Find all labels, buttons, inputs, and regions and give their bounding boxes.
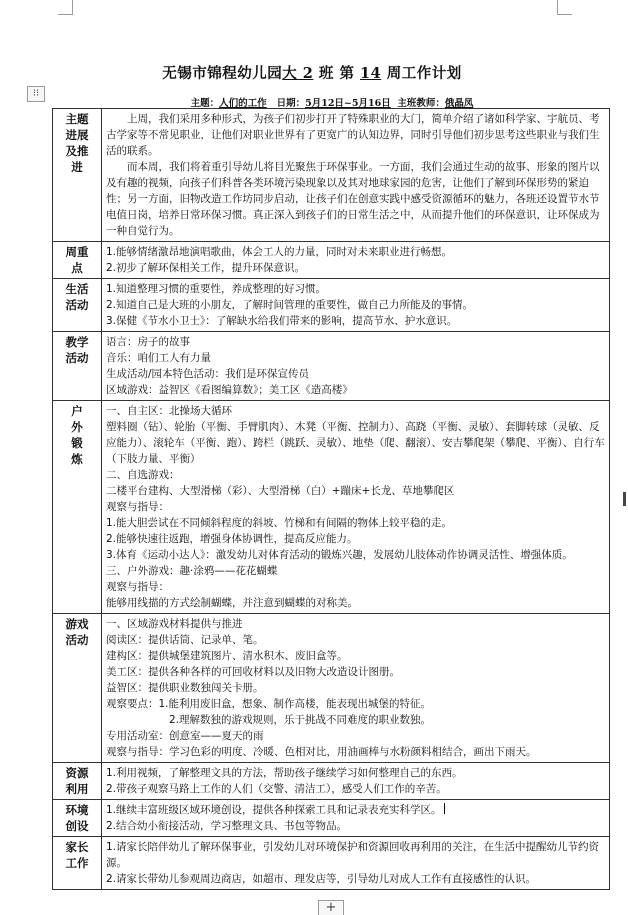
games-content[interactable] <box>102 614 610 763</box>
text-line: 3.保健《节水小卫士》：了解缺水给我们带来的影响，提高节水、护水意识。 <box>106 315 458 327</box>
class-suffix: 班 第 <box>318 65 355 82</box>
text-line: 观察与指导： <box>106 581 169 593</box>
class-name: 大 2 <box>282 65 314 82</box>
text-line: 2.知道自己是大班的小朋友，了解时间管理的重要性，做自己力所能及的事情。 <box>106 299 474 311</box>
teacher-value: 俄晶凤 <box>444 98 474 109</box>
text-line: 观察要点：1.能利用废旧盒，想象、制作高楼，能表现出城堡的特征。 <box>106 698 432 710</box>
text-line: 生成活动/园本特色活动：我们是环保宣传员 <box>106 368 310 380</box>
outdoor-content[interactable] <box>102 401 610 614</box>
teacher-label: 主班教师： <box>397 98 445 109</box>
text-line: 2.结合幼小衔接活动，学习整理文具、书包等物品。 <box>106 820 348 832</box>
theme-label: 主题： <box>190 98 220 109</box>
weekly-plan-table <box>52 108 610 890</box>
row-label-environment: 环境 创设 <box>53 800 102 837</box>
text-line: 1.知道整理习惯的重要性，养成整理的好习惯。 <box>106 283 327 295</box>
parents-content[interactable] <box>102 837 610 890</box>
text-line: 2.初步了解环保相关工作，提升环保意识。 <box>106 262 306 274</box>
theme-progress-content[interactable] <box>102 109 610 242</box>
table-row <box>53 763 610 800</box>
text-line: 音乐：咱们工人有力量 <box>106 352 211 364</box>
text-line: 3.体育《运动小达人》：激发幼儿对体育活动的锻炼兴趣，发展幼儿肢体动作协调灵活性、增强体质。 <box>106 549 573 561</box>
text-line: 1.利用视频，了解整理文具的方法，帮助孩子继续学习如何整理自己的东西。 <box>106 767 463 779</box>
row-label-outdoor: 户 外 锻 炼 <box>53 401 102 614</box>
text-line: 专用活动室：创意室——夏天的雨 <box>106 730 264 742</box>
page-corner-mark-left <box>58 0 73 15</box>
text-line: 塑料圈（钻）、轮胎（平衡、手臂肌肉）、木凳（平衡、控制力）、高跷（平衡、灵敏）、套脚转球（灵敏、反应能力）、滚轮车（平衡、跑）、跨栏（跳跃、灵敏）、地垫（爬、翻滚）、安吉攀爬架（攀爬、平衡）、自行车（下肢力量、平衡） <box>106 421 605 465</box>
scroll-marker <box>623 492 626 506</box>
text-line: 二、自选游戏： <box>106 469 180 481</box>
week-suffix: 周工作计划 <box>386 65 462 82</box>
table-row <box>53 800 610 837</box>
table-move-handle-icon[interactable]: ⁝⁝ <box>27 86 45 102</box>
text-line: 观察与指导：学习色彩的明度、冷暖、色相对比，用油画棒与水粉颜料相结合，画出下雨天。 <box>106 746 537 758</box>
table-row <box>53 332 610 401</box>
text-line: 一、自主区：北操场大循环 <box>106 405 232 417</box>
row-label-teaching: 教学 活动 <box>53 332 102 401</box>
weekly-focus-content[interactable] <box>102 242 610 279</box>
date-label: 日期： <box>276 98 306 109</box>
row-label-theme-progress: 主题 进展 及推 进 <box>53 109 102 242</box>
text-line: 建构区：提供城堡建筑图片、清水积木、废旧盒等。 <box>106 650 348 662</box>
text-line-indented: 2.理解数独的游戏规则，乐于挑战不同难度的职业数独。 <box>169 714 432 726</box>
table-row <box>53 279 610 332</box>
text-line: 二楼平台建构、大型滑梯（彩）、大型滑梯（白）+蹦床+长龙、草地攀爬区 <box>106 485 455 497</box>
text-line: 能够用线描的方式绘制蝴蝶，并注意到蝴蝶的对称美。 <box>106 597 358 609</box>
text-line: 三、户外游戏：趣·涂鸦——花花蝴蝶 <box>106 565 278 577</box>
table-row <box>53 109 610 242</box>
text-line: 上周，我们采用多种形式，为孩子们初步打开了特殊职业的大门，简单介绍了诸如科学家、宇航员、考古学家等不常见职业，让他们对职业世界有了更宽广的认知边界，同时引导他们初步思考这些职业与我们生活的联系。 <box>106 113 600 157</box>
table-row <box>53 837 610 890</box>
row-label-daily-life: 生活 活动 <box>53 279 102 332</box>
add-row-icon[interactable]: + <box>318 900 344 915</box>
row-label-parents: 家长 工作 <box>53 837 102 890</box>
daily-life-content[interactable] <box>102 279 610 332</box>
resources-content[interactable] <box>102 763 610 800</box>
text-line: 观察与指导： <box>106 501 169 513</box>
text-line: 1.继续丰富班级区域环境创设，提供各种探索工具和记录表充实科学区。 <box>106 802 605 818</box>
text-line: 2.请家长带幼儿参观周边商店，如超市、理发店等，引导幼儿对成人工作有直接感性的认识。 <box>106 873 537 885</box>
info-line <box>52 95 612 109</box>
theme-value: 人们的工作 <box>219 98 267 109</box>
text-line: 一、区域游戏材料提供与推进 <box>106 618 243 630</box>
text-line: 而本周，我们将着重引导幼儿将目光聚焦于环保事业。一方面，我们会通过生动的故事、形象的图片以及有趣的视频，向孩子们科普各类环境污染现象以及其对地球家园的危害，让他们了解到环保形势的紧迫性；另一方面，旧物改造工作坊同步启动，让孩子们在创意实践中感受资源循环的魅力，各班还设置节水节电值日岗，培养日常环保习惯。真正深入到孩子们的日常生活之中，从而提升他们的环保意识，让环保成为一种自觉行为。 <box>106 161 600 237</box>
environment-content[interactable] <box>102 800 610 837</box>
text-line: 1.能够情绪激昂地演唱歌曲，体会工人的力量，同时对未来职业进行畅想。 <box>106 246 453 258</box>
page-corner-mark-right <box>557 0 572 15</box>
text-line: 美工区：提供各种各样的可回收材料以及旧物大改造设计图册。 <box>106 666 400 678</box>
row-label-games: 游戏 活动 <box>53 614 102 763</box>
school-name: 无锡市锦程幼儿园 <box>162 65 283 82</box>
table-row <box>53 242 610 279</box>
text-line: 语言：房子的故事 <box>106 336 190 348</box>
text-line: 2.带孩子观察马路上工作的人们（交警、清洁工），感受人们工作的辛苦。 <box>106 783 447 795</box>
text-line: 1.能大胆尝试在不同倾斜程度的斜坡、竹梯和有间隔的物体上较平稳的走。 <box>106 517 453 529</box>
row-label-weekly-focus: 周重 点 <box>53 242 102 279</box>
text-line: 阅读区：提供话筒、记录单、笔。 <box>106 634 264 646</box>
table-row <box>53 614 610 763</box>
text-cursor <box>444 803 446 814</box>
text-line: 2.能够快速往返跑，增强身体协调性，提高反应能力。 <box>106 533 358 545</box>
page-title <box>52 62 572 83</box>
row-label-resources: 资源 利用 <box>53 763 102 800</box>
table-row <box>53 401 610 614</box>
text-line: 益智区：提供职业数独闯关卡册。 <box>106 682 264 694</box>
text-line: 区域游戏：益智区《看图编算数》；美工区《造高楼》 <box>106 384 353 396</box>
week-number: 14 <box>360 65 382 82</box>
date-value: 5月12日~5月16日 <box>305 98 391 109</box>
teaching-content[interactable] <box>102 332 610 401</box>
text-line: 1.请家长陪伴幼儿了解环保事业，引发幼儿对环境保护和资源回收再利用的关注，在生活中提醒幼儿节约资源。 <box>106 841 600 869</box>
